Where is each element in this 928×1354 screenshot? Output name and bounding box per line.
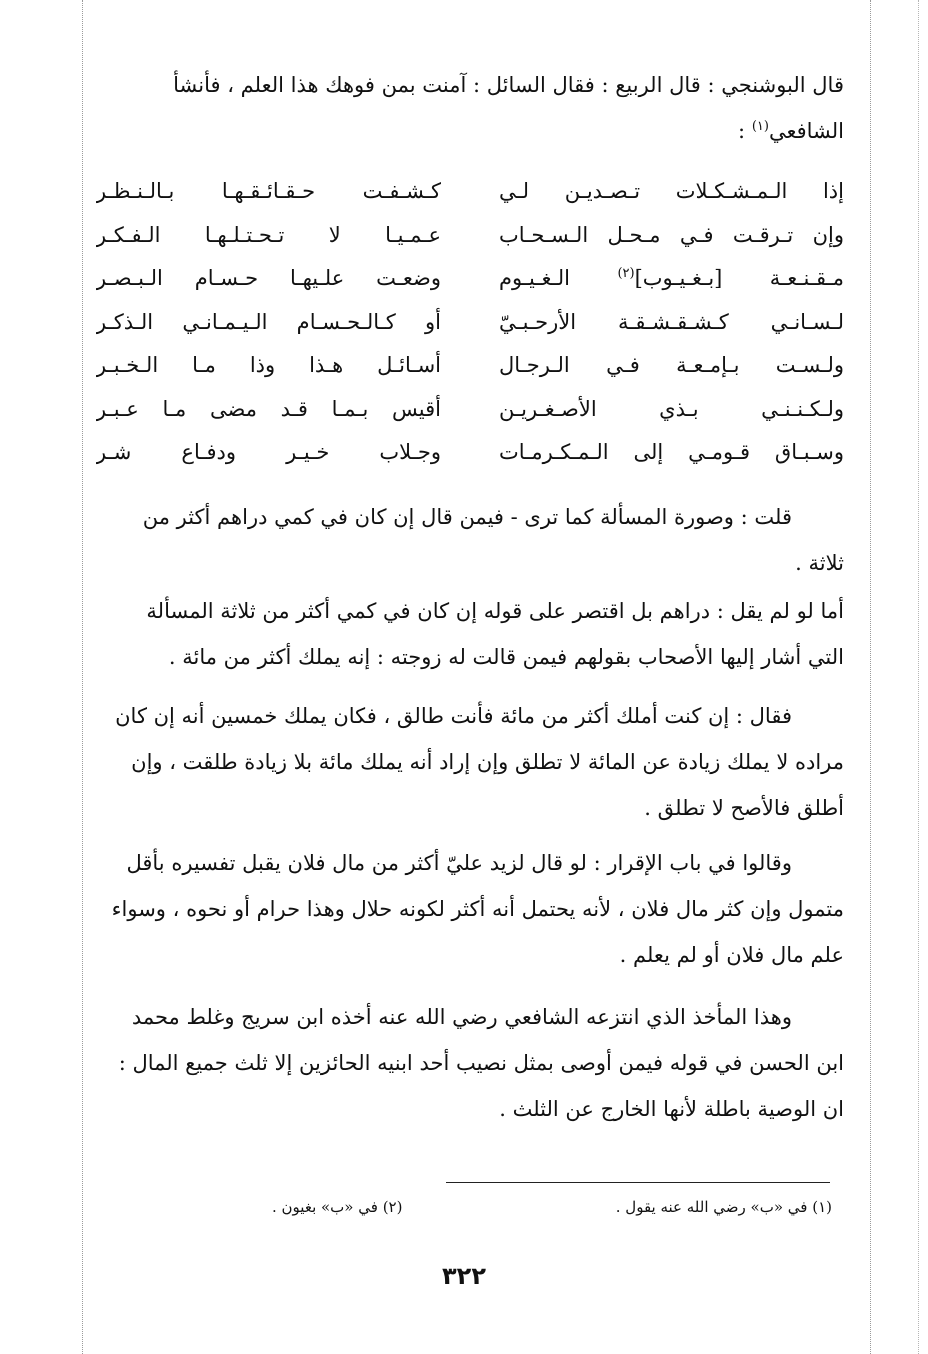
footnote-separator [446,1182,830,1183]
paragraph-line: مراده لا يملك زيادة عن المائة لا تطلق وإن إراد أنه يملك مائة بلا زيادة طلقت ، وإن [131,750,844,774]
paragraph-1 [96,494,844,586]
intro-line-1: قال البوشنجي : قال الربيع : فقال السائل : آمنت بمن فوهك هذا العلم ، فأنشأ [173,73,844,97]
poem-hemistich-first-end: الـغـيـوم [499,266,618,290]
paragraph-line: فقال : إن كنت أملك أكثر من مائة فأنت طالق ، فكان يملك خمسين أنه إن كان [115,704,792,728]
paragraph-5 [96,994,844,1132]
poem-hemistich-second: وجـلاب خـيـر ودفـاع شـر [96,440,441,464]
paragraph-line: ثلاثة . [795,551,844,575]
intro-line-2-end: : [738,119,752,143]
poem-hemistich-second: وضعـت علـيهـا حـسـام الـبـصـر [96,266,441,290]
paragraph-2 [96,588,844,680]
footnote-1: (١) في «ب» رضي الله عنه يقول . [615,1198,832,1216]
poem-verse [96,388,844,432]
paragraph-line: ابن الحسن في قوله فيمن أوصى بمثل نصيب أحد ابنيه الحائزين إلا ثلث جميع المال : [118,1051,844,1075]
poem-hemistich-second: أسـائـل هـذا وذا مـا الـخـبـر [96,353,441,377]
poem-hemistich-first [499,257,844,301]
page-number: ٣٢٢ [442,1262,486,1290]
paragraph-line: وقالوا في باب الإقرار : لو قال لزيد عليّ أكثر من مال فلان يقبل تفسيره بأقل [126,851,792,875]
poem-hemistich-second: أقيس بـمـا قـد مضى مـا عـبـر [96,396,441,421]
paragraph-line: متمول وإن كثر مال فلان ، لأنه يحتمل أنه أكثر لكونه حلال وهذا حرام أو نحوه ، وسواء [111,897,844,921]
poem-hemistich-first: لـسـانـي كـشـقـشـقـة الأرحـبـيّ [499,309,844,334]
paragraph-line: قلت : وصورة المسألة كما ترى - فيمن قال إن كان في كمي دراهم أكثر من [142,505,792,529]
intro-paragraph [96,62,844,154]
poem-hemistich-first-text: مـقـنـعـة [بـغـيـوب] [634,266,844,290]
scan-edge-outer [918,0,919,1354]
footnote-ref-2: (٢) [617,266,635,281]
poem-verse [96,431,844,475]
poem-verse [96,170,844,214]
paragraph-3 [96,693,844,831]
paragraph-line: أما لو لم يقل : دراهم بل اقتصر على قوله إن كان في كمي أكثر من ثلاثة المسألة [146,599,844,623]
footnote-ref-1: (١) [751,119,769,134]
poem-hemistich-second: أو كـالـحـسـام الـيـمـانـي الـذكـر [96,309,441,334]
scan-edge-left [82,0,83,1354]
footnotes [272,1194,832,1220]
paragraph-4 [96,840,844,978]
poem-hemistich-first: وسـبـاق قـومـي إلى الـمـكـرمـات [499,440,844,464]
poem-hemistich-first: وإن تـرقـت فـي مـحـل الـسـحـاب [499,222,844,247]
poem-hemistich-first: ولـسـت بـإمـعـة فـي الـرجـال [499,353,844,377]
poem-hemistich-first: إذا الـمـشـكـلات تـصـديـن لـي [499,179,844,203]
poem-verse [96,214,844,258]
footnote-2: (٢) في «ب» بغيون . [272,1198,403,1216]
intro-line-2 [96,108,844,154]
poem-verse [96,301,844,345]
paragraph-line: ان الوصية باطلة لأنها الخارج عن الثلث . [499,1097,844,1121]
poem-hemistich-second: عـمـيـا لا تـحـتـلـهـا الـفـكـر [96,222,441,247]
paragraph-line: علم مال فلان أو لم يعلم . [619,943,844,967]
scan-edge-right [870,0,871,1354]
paragraph-line: أطلق فالأصح لا تطلق . [644,796,844,820]
intro-line-2-text: الشافعي [768,119,844,143]
paragraph-line: وهذا المأخذ الذي انتزعه الشافعي رضي الله عنه أخذه ابن سريج وغلط محمد [131,1005,792,1029]
poem-verse [96,344,844,388]
poem-verse [96,257,844,301]
paragraph-line: التي أشار إليها الأصحاب بقولهم فيمن قالت له زوجته : إنه يملك أكثر من مائة . [168,645,844,669]
poem-hemistich-first: ولـكـنـنـي بـذي الأصـغـريـن [499,396,844,421]
poem-hemistich-second: كـشـفـت حـقـائـقـهـا بـالـنـظـر [96,179,441,203]
poem [96,170,844,475]
